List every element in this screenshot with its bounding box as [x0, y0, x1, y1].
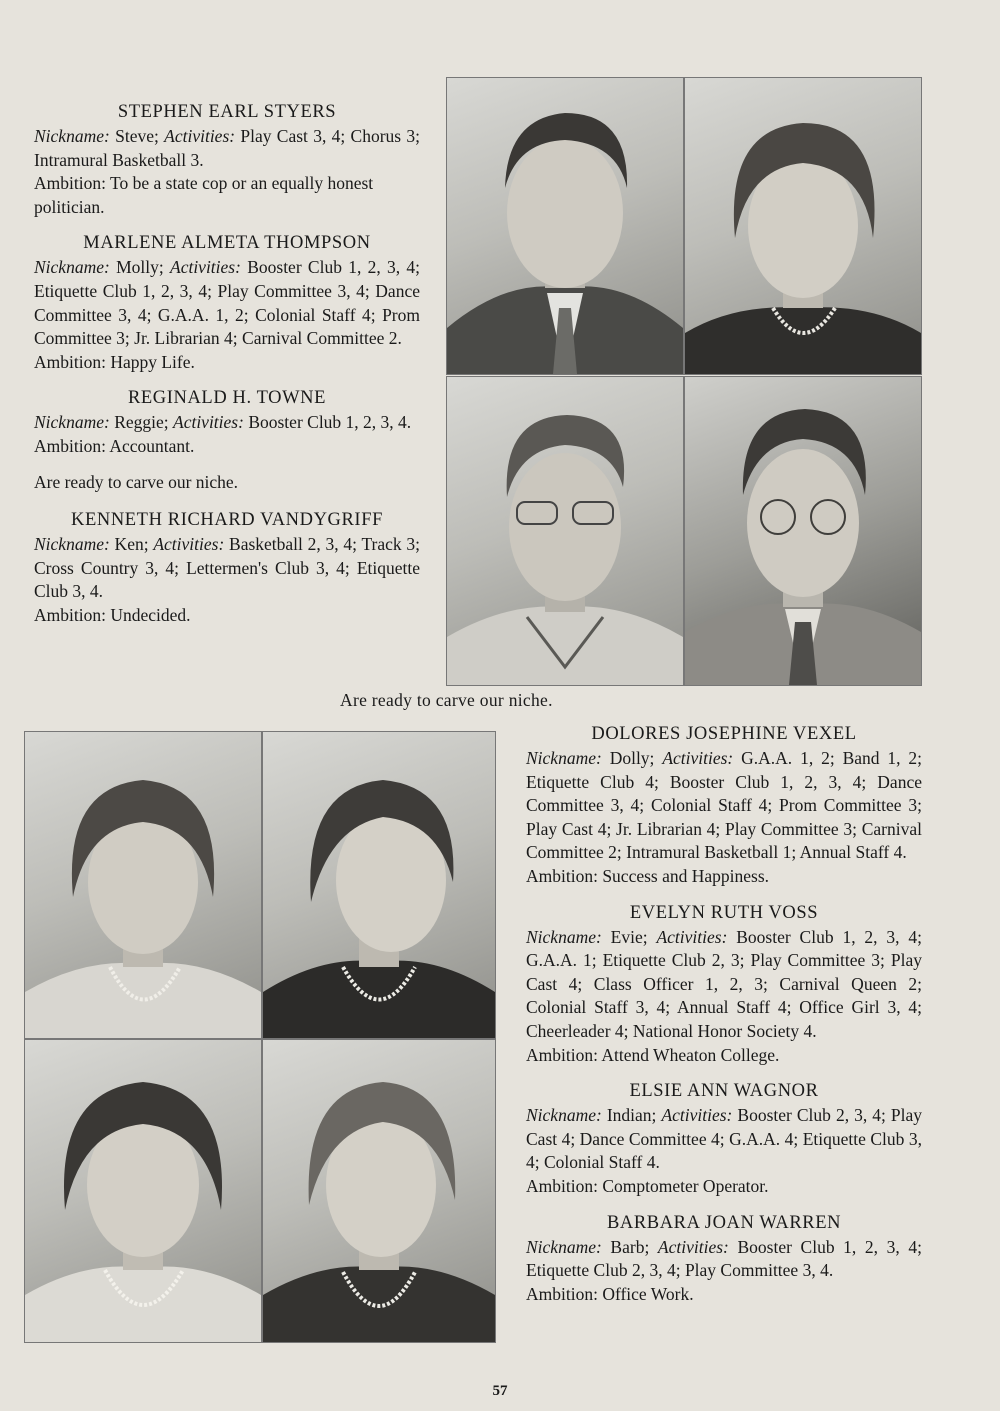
senior-activities: Nickname: Molly; Activities: Booster Club 1, 2, 3, 4; Etiquette Club 1, 2, 3, 4; Play Committee 3, 4; Dance Committee 3, 4; G.A.A. 1, 2; Colonial Staff 4; Prom Committee 3; Jr. Librarian 4; Carnival Committee 2. [34, 257, 420, 349]
senior-activities: Nickname: Ken; Activities: Basketball 2, 3, 4; Track 3; Cross Country 3, 4; Lettermen's Club 3, 4; Etiquette Club 3, 4. [34, 534, 420, 602]
senior-name: ELSIE ANN WAGNOR [629, 1081, 819, 1102]
senior-entry [526, 1079, 922, 1198]
top-text-column [34, 100, 420, 640]
senior-entry [526, 901, 922, 1068]
senior-name: DOLORES JOSEPHINE VEXEL [591, 724, 857, 744]
senior-ambition: Ambition: To be a state cop or an equally honest politician. [34, 173, 374, 217]
senior-ambition: Ambition: Comptometer Operator. [526, 1175, 769, 1196]
class-motto: Are ready to carve our niche. [34, 471, 239, 492]
portrait-photo [262, 731, 496, 1039]
senior-name: KENNETH RICHARD VANDYGRIFF [71, 510, 383, 531]
senior-ambition: Ambition: Accountant. [34, 435, 195, 456]
portrait-photo [684, 376, 922, 686]
portrait-photo [446, 77, 684, 375]
portrait-photo [24, 731, 262, 1039]
portrait-photo [684, 77, 922, 375]
senior-activities: Nickname: Reggie; Activities: Booster Club 1, 2, 3, 4. [34, 412, 412, 433]
senior-activities: Nickname: Steve; Activities: Play Cast 3, 4; Chorus 3; Intramural Basketball 3. [34, 126, 420, 170]
photo-caption: Are ready to carve our niche. [340, 690, 553, 710]
portrait-photo [446, 376, 684, 686]
senior-entry [34, 231, 420, 374]
senior-activities: Nickname: Barb; Activities: Booster Club 1, 2, 3, 4; Etiquette Club 2, 3, 4; Play Committee 3, 4. [526, 1236, 922, 1281]
senior-entry [526, 722, 922, 889]
page-number: 57 [492, 1383, 508, 1399]
senior-name: EVELYN RUTH VOSS [629, 902, 819, 923]
senior-ambition: Ambition: Success and Happiness. [526, 865, 770, 886]
senior-entry [526, 1211, 922, 1307]
senior-name: BARBARA JOAN WARREN [606, 1212, 842, 1233]
senior-activities: Nickname: Indian; Activities: Booster Club 2, 3, 4; Play Cast 4; Dance Committee 4; G.A.A. 4; Etiquette Club 3, 4; Colonial Staff 4. [526, 1105, 922, 1173]
senior-activities: Nickname: Evie; Activities: Booster Club 1, 2, 3, 4; G.A.A. 1; Etiquette Club 2, 3; Play Committee 3; Play Cast 4; Class Officer 1, 2, 3; Carnival Queen 2; Colonial Staff 3, 4; Annual Staff 4; Office Girl 3, 4; Cheerleader 4; National Honor Society 4. [526, 926, 922, 1041]
senior-name: MARLENE ALMETA THOMPSON [83, 233, 371, 254]
senior-entry [34, 386, 420, 458]
senior-entry [34, 100, 420, 219]
senior-ambition: Ambition: Attend Wheaton College. [526, 1044, 780, 1065]
senior-activities: Nickname: Dolly; Activities: G.A.A. 1, 2; Band 1, 2; Etiquette Club 4; Booster Club 1, 2, 3, 4; Dance Committee 3, 4; Colonial Staff 4; Prom Committee 3; Play Cast 4; Jr. Librarian 4; Play Committee 3; Carnival Committee 2; Intramural Basketball 1; Annual Staff 4. [526, 748, 923, 863]
senior-entry [34, 508, 420, 627]
senior-ambition: Ambition: Happy Life. [34, 351, 195, 372]
portrait-photo [24, 1039, 262, 1343]
portrait-photo [262, 1039, 496, 1343]
senior-name: REGINALD H. TOWNE [127, 388, 327, 409]
bottom-text-column [526, 722, 922, 1318]
senior-name: STEPHEN EARL STYERS [117, 102, 337, 122]
senior-ambition: Ambition: Office Work. [526, 1283, 694, 1304]
senior-ambition: Ambition: Undecided. [34, 604, 191, 625]
